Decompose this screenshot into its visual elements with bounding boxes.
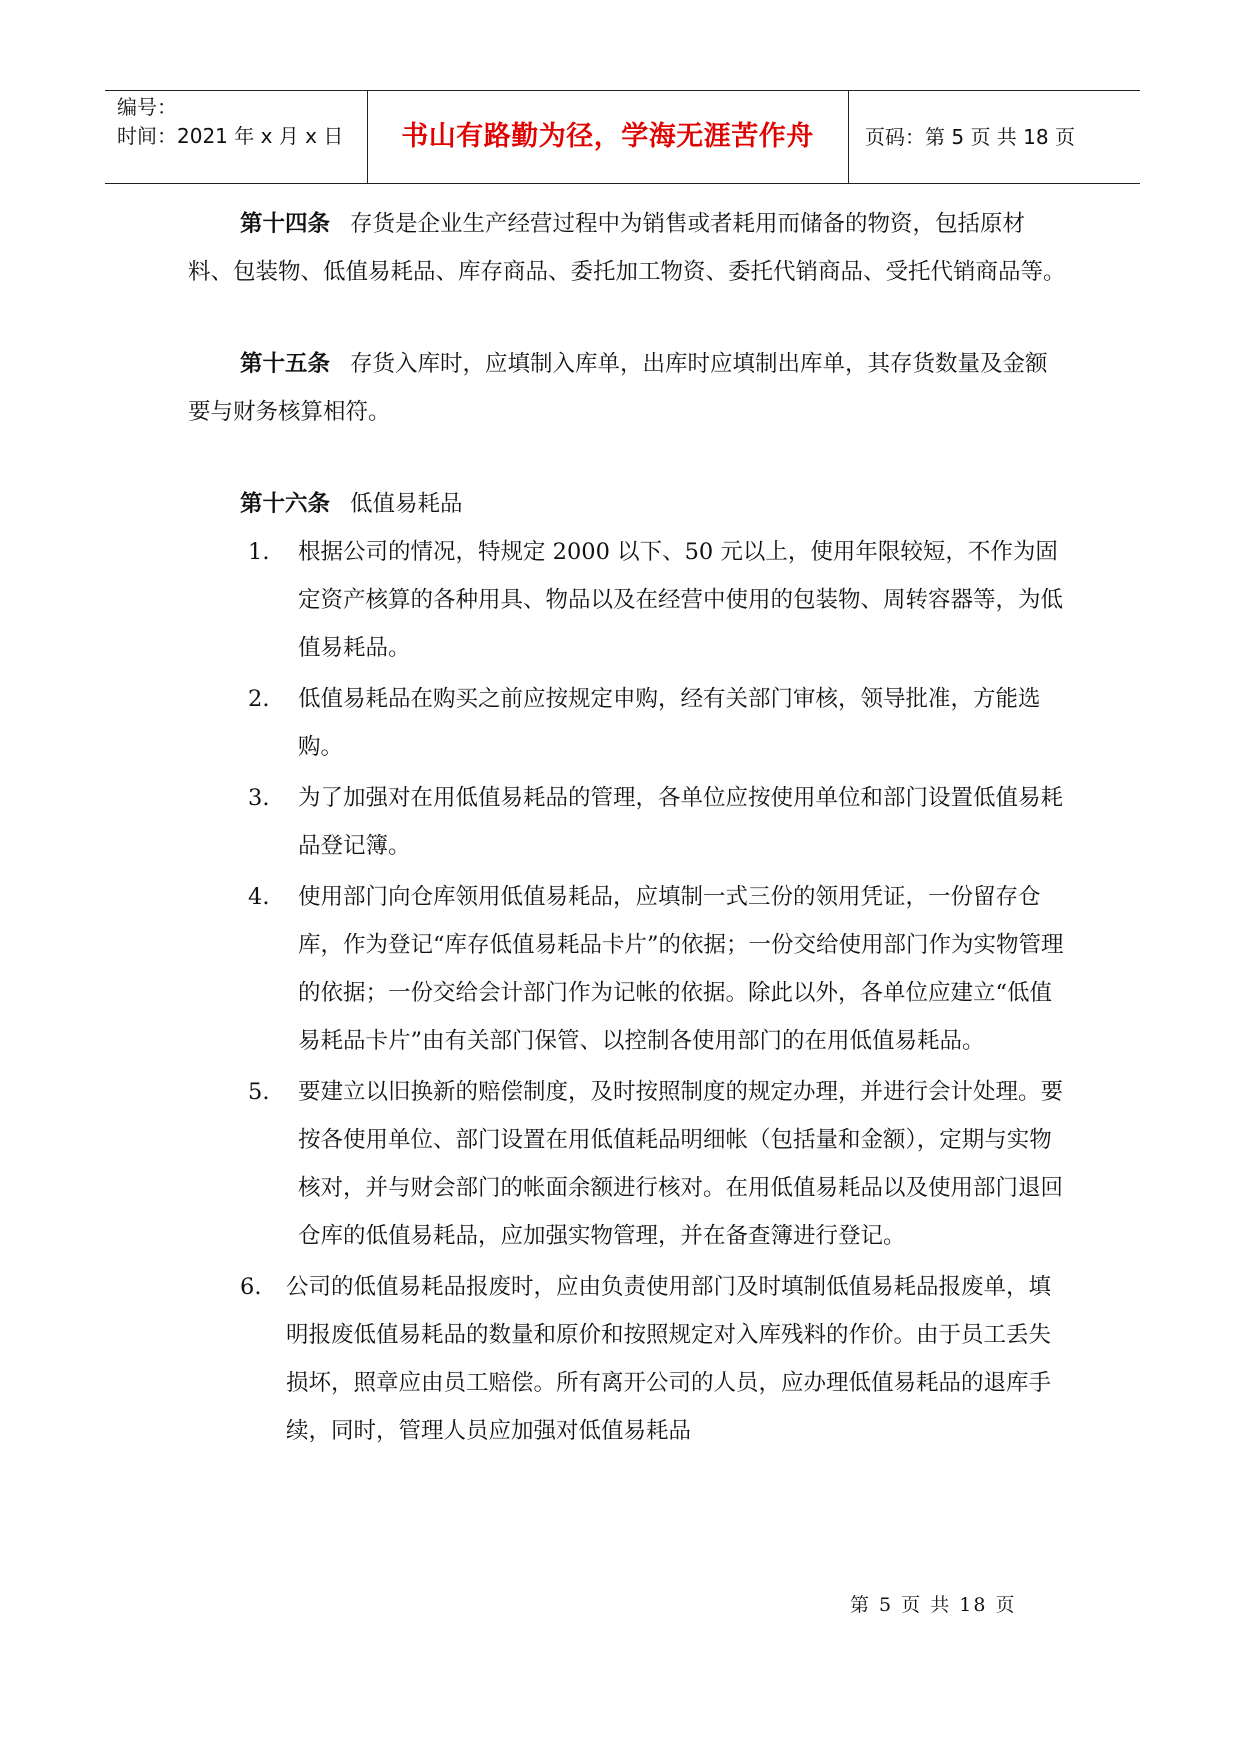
list-number: 5. xyxy=(248,1079,270,1105)
article-title: 第十六条 xyxy=(240,491,331,517)
article-text: 存货是企业生产经营过程中为销售或者耗用而储备的物资，包括原材料、包装物、低值易耗品、库存商品、委托加工物资、委托代销商品、受托代销商品等。 xyxy=(188,211,1066,285)
header-page-info: 页码：第 5 页 共 18 页 xyxy=(865,125,1075,149)
list-item xyxy=(188,528,1068,672)
article-text: 低值易耗品 xyxy=(350,491,463,517)
article-15 xyxy=(188,340,1068,436)
header-motto: 书山有路勤为径，学海无涯苦作舟 xyxy=(401,121,814,152)
list-text: 要建立以旧换新的赔偿制度，及时按照制度的规定办理，并进行会计处理。要按各使用单位、部门设置在用低值耗品明细帐（包括量和金额），定期与实物核对，并与财会部门的帐面余额进行核对。在用低值易耗品以及使用部门退回仓库的低值易耗品，应加强实物管理，并在备查簿进行登记。 xyxy=(298,1079,1064,1249)
list-item xyxy=(188,1068,1068,1260)
list-number: 6. xyxy=(240,1274,262,1300)
list-text: 根据公司的情况，特规定 2000 以下、50 元以上，使用年限较短，不作为固定资产核算的各种用具、物品以及在经营中使用的包装物、周转容器等，为低值易耗品。 xyxy=(298,539,1064,661)
page-footer: 第 5 页 共 18 页 xyxy=(850,1594,1017,1616)
document-time: 时间：2021 年 x 月 x 日 xyxy=(117,124,344,148)
list-number: 4. xyxy=(248,884,270,910)
article-14 xyxy=(188,200,1068,296)
list-text: 使用部门向仓库领用低值易耗品，应填制一式三份的领用凭证，一份留存仓库，作为登记“库存低值易耗品卡片”的依据；一份交给使用部门作为实物管理的依据；一份交给会计部门作为记帐的依据。除此以外，各单位应建立“低值易耗品卡片”由有关部门保管、以控制各使用部门的在用低值易耗品。 xyxy=(298,884,1064,1054)
article-title: 第十五条 xyxy=(240,351,331,377)
list-item xyxy=(188,1263,1068,1455)
list-item xyxy=(188,774,1068,870)
list-number: 1. xyxy=(248,539,270,565)
spacer xyxy=(188,436,1068,480)
list-number: 2. xyxy=(248,686,270,712)
list-text: 为了加强对在用低值易耗品的管理，各单位应按使用单位和部门设置低值易耗品登记簿。 xyxy=(298,785,1064,859)
list-item xyxy=(188,873,1068,1065)
document-number-label: 编号： xyxy=(117,95,177,119)
list-text: 公司的低值易耗品报废时，应由负责使用部门及时填制低值易耗品报废单，填明报废低值易耗品的数量和原价和按照规定对入库残料的作价。由于员工丢失损坏，照章应由员工赔偿。所有离开公司的人员，应办理低值易耗品的退库手续，同时，管理人员应加强对低值易耗品 xyxy=(286,1274,1052,1444)
article-title: 第十四条 xyxy=(240,211,331,237)
header-meta xyxy=(117,93,367,151)
article-16 xyxy=(188,480,1068,528)
page-header xyxy=(105,90,1140,184)
spacer xyxy=(188,296,1068,340)
header-divider-right xyxy=(848,91,849,183)
list-number: 3. xyxy=(248,785,270,811)
list-item xyxy=(188,675,1068,771)
list-text: 低值易耗品在购买之前应按规定申购，经有关部门审核，领导批准，方能选购。 xyxy=(298,686,1041,760)
article-text: 存货入库时，应填制入库单，出库时应填制出库单，其存货数量及金额要与财务核算相符。 xyxy=(188,351,1048,425)
document-body xyxy=(188,200,1068,1455)
